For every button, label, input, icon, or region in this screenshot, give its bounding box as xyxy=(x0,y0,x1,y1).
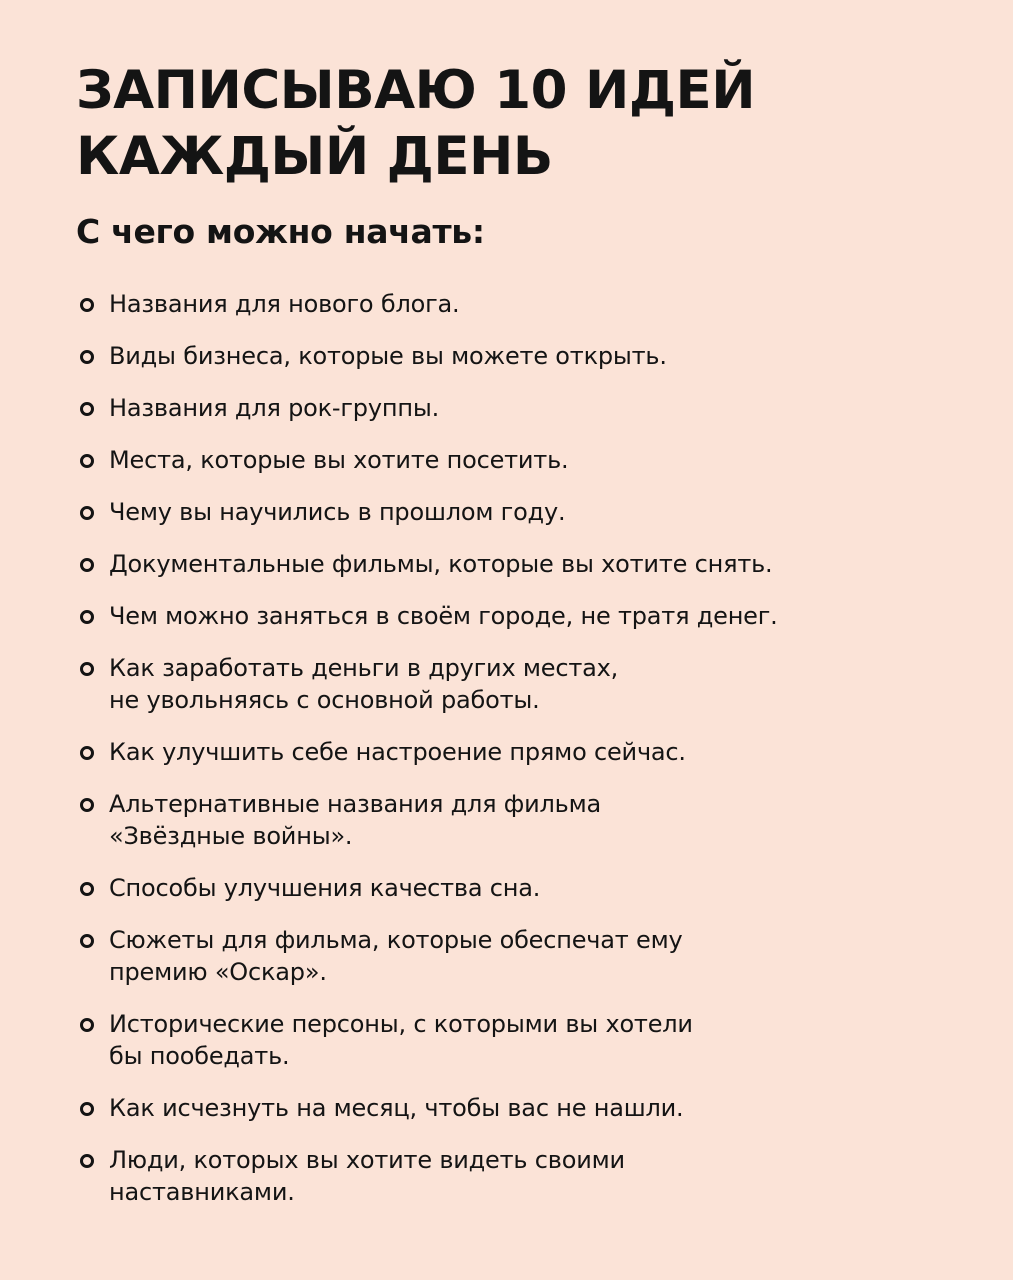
circle-bullet-icon xyxy=(80,1154,94,1168)
circle-bullet-icon xyxy=(80,350,94,364)
circle-bullet-icon xyxy=(80,662,94,676)
list-item-line: Люди, которых вы хотите видеть своими xyxy=(109,1146,625,1174)
list-item-line: не увольняясь с основной работы. xyxy=(109,686,540,714)
circle-bullet-icon xyxy=(80,798,94,812)
list-item-line: Места, которые вы хотите посетить. xyxy=(109,446,569,474)
circle-bullet-icon xyxy=(80,882,94,896)
list-item-line: Как исчезнуть на месяц, чтобы вас не нашли. xyxy=(109,1094,684,1122)
list-item xyxy=(76,1008,1013,1072)
list-item-line: Документальные фильмы, которые вы хотите снять. xyxy=(109,550,773,578)
circle-bullet-icon xyxy=(80,558,94,572)
page-title xyxy=(76,58,1013,190)
circle-bullet-icon xyxy=(80,506,94,520)
circle-bullet-icon xyxy=(80,454,94,468)
list-item-line: Названия для рок-группы. xyxy=(109,394,440,422)
list-item-text xyxy=(109,1092,1013,1124)
list-item xyxy=(76,736,1013,768)
list-item-text xyxy=(109,392,1013,424)
list-item xyxy=(76,548,1013,580)
list-item xyxy=(76,652,1013,716)
list-item xyxy=(76,872,1013,904)
list-item-text xyxy=(109,924,1013,988)
list-item-text xyxy=(109,872,1013,904)
list-item-text xyxy=(109,288,1013,320)
list-item-line: Сюжеты для фильма, которые обеспечат ему xyxy=(109,926,683,954)
list-item-line: Чему вы научились в прошлом году. xyxy=(109,498,566,526)
list-item xyxy=(76,340,1013,372)
list-item-line: Чем можно заняться в своём городе, не тратя денег. xyxy=(109,602,778,630)
circle-bullet-icon xyxy=(80,746,94,760)
list-item-line: наставниками. xyxy=(109,1178,295,1206)
list-item xyxy=(76,444,1013,476)
circle-bullet-icon xyxy=(80,934,94,948)
list-item-text xyxy=(109,652,1013,716)
list-item-line: премию «Оскар». xyxy=(109,958,327,986)
list-item-line: Способы улучшения качества сна. xyxy=(109,874,541,902)
circle-bullet-icon xyxy=(80,402,94,416)
list-item-text xyxy=(109,548,1013,580)
list-item xyxy=(76,600,1013,632)
list-item-text xyxy=(109,340,1013,372)
list-item xyxy=(76,1144,1013,1208)
list-item-line: Исторические персоны, с которыми вы хотели xyxy=(109,1010,693,1038)
list-item-text xyxy=(109,788,1013,852)
list-item xyxy=(76,496,1013,528)
list-item-line: бы пообедать. xyxy=(109,1042,290,1070)
title-line-2: КАЖДЫЙ ДЕНЬ xyxy=(76,126,553,187)
list-item-text xyxy=(109,1144,1013,1208)
list-item xyxy=(76,788,1013,852)
list-item xyxy=(76,288,1013,320)
list-item-line: Как заработать деньги в других местах, xyxy=(109,654,619,682)
circle-bullet-icon xyxy=(80,298,94,312)
list-item-text xyxy=(109,736,1013,768)
list-item-line: Альтернативные названия для фильма xyxy=(109,790,602,818)
list-item-text xyxy=(109,496,1013,528)
list-item-line: Виды бизнеса, которые вы можете открыть. xyxy=(109,342,667,370)
subtitle: С чего можно начать: xyxy=(76,212,485,251)
circle-bullet-icon xyxy=(80,610,94,624)
list-item-text xyxy=(109,1008,1013,1072)
list-item-line: Как улучшить себе настроение прямо сейчас. xyxy=(109,738,686,766)
list-item xyxy=(76,1092,1013,1124)
list-item xyxy=(76,392,1013,424)
list-item xyxy=(76,924,1013,988)
title-line-1: ЗАПИСЫВАЮ 10 ИДЕЙ xyxy=(76,60,756,121)
list-item-text xyxy=(109,600,1013,632)
list-item-line: Названия для нового блога. xyxy=(109,290,460,318)
list-item-line: «Звёздные войны». xyxy=(109,822,353,850)
ideas-list xyxy=(76,288,1013,1208)
list-item-text xyxy=(109,444,1013,476)
circle-bullet-icon xyxy=(80,1018,94,1032)
circle-bullet-icon xyxy=(80,1102,94,1116)
